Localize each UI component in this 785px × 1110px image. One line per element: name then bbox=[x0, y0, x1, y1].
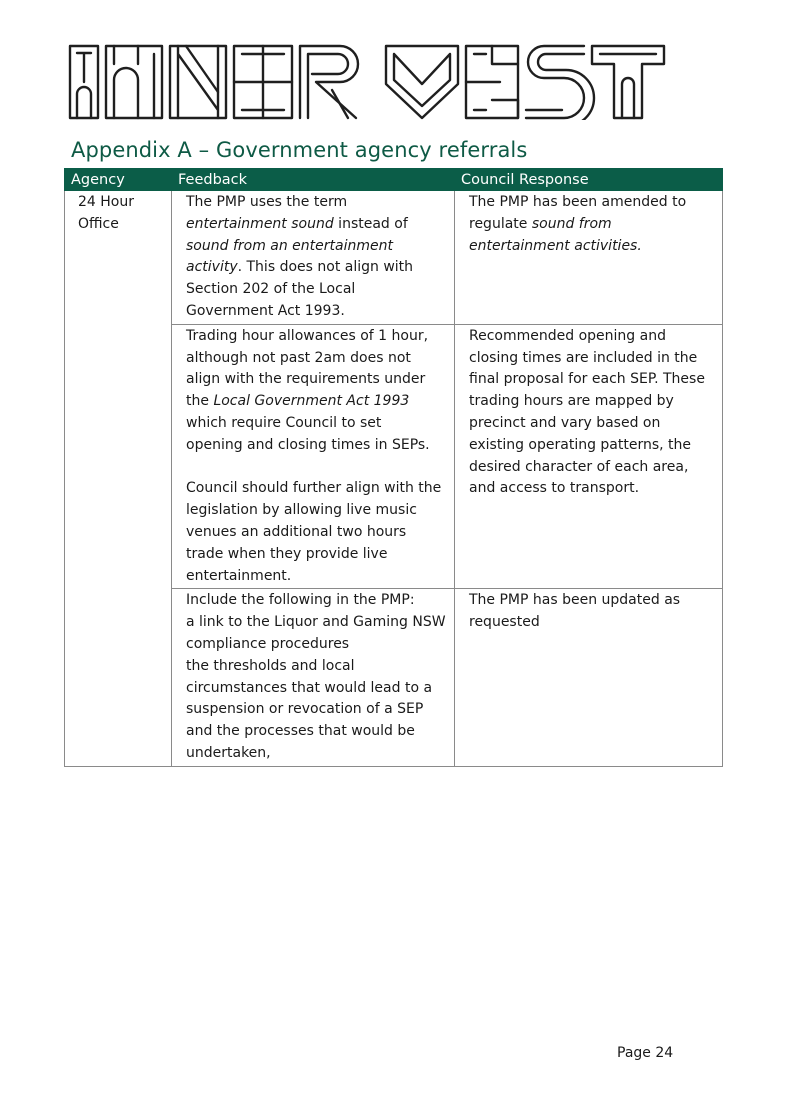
cell-line: circumstances that would lead to a bbox=[186, 679, 433, 696]
cell-line: The PMP has been amended to bbox=[469, 194, 687, 210]
table-row bbox=[65, 191, 723, 325]
feedback-cell bbox=[172, 589, 455, 766]
cell-line: The PMP has been updated as bbox=[469, 592, 681, 609]
column-header-council-response: Council Response bbox=[455, 169, 723, 191]
cell-line: Trading hour allowances of 1 hour, bbox=[186, 327, 429, 344]
cell-line: legislation by allowing live music bbox=[186, 502, 417, 519]
italic-text: sound from bbox=[531, 215, 612, 232]
cell-line: The PMP uses the term bbox=[186, 194, 348, 210]
column-header-feedback: Feedback bbox=[172, 169, 455, 191]
cell-line: and access to transport. bbox=[469, 480, 640, 497]
cell-line: align with the requirements under bbox=[186, 371, 426, 388]
cell-line: opening and closing times in SEPs. bbox=[186, 436, 430, 453]
cell-line: activity. This does not align with bbox=[186, 259, 414, 276]
cell-line: trade when they provide live bbox=[186, 545, 388, 562]
italic-text: sound from an entertainment bbox=[186, 237, 393, 254]
response-cell bbox=[455, 191, 723, 325]
cell-line: Include the following in the PMP: bbox=[186, 592, 415, 609]
cell-line: regulate sound from bbox=[469, 215, 612, 232]
inner-west-logo bbox=[68, 44, 668, 120]
agency-referrals-table bbox=[64, 168, 723, 767]
cell-line bbox=[186, 236, 448, 258]
feedback-cell bbox=[172, 191, 455, 325]
table-header-row bbox=[65, 169, 723, 191]
agency-line: Office bbox=[78, 215, 119, 232]
response-cell bbox=[455, 589, 723, 766]
agency-line: 24 Hour bbox=[78, 194, 134, 210]
italic-text: activity bbox=[186, 259, 238, 276]
page-number: Page 24 bbox=[617, 1045, 674, 1061]
cell-line: which require Council to set bbox=[186, 414, 382, 431]
cell-line: existing operating patterns, the bbox=[469, 436, 692, 453]
cell-line: desired character of each area, bbox=[469, 458, 689, 475]
cell-line: Council should further align with the bbox=[186, 480, 442, 497]
cell-line: the thresholds and local bbox=[186, 657, 355, 674]
italic-text: entertainment activities. bbox=[469, 237, 642, 254]
cell-line: entertainment sound instead of bbox=[186, 215, 408, 232]
cell-line: the Local Government Act 1993 bbox=[186, 393, 410, 410]
cell-line: compliance procedures bbox=[186, 635, 350, 652]
italic-text: entertainment sound bbox=[186, 215, 334, 232]
cell-line bbox=[469, 236, 716, 258]
page-title: Appendix A – Government agency referrals bbox=[71, 138, 528, 162]
cell-line: and the processes that would be bbox=[186, 723, 415, 740]
cell-line: Recommended opening and bbox=[469, 327, 666, 344]
agency-cell bbox=[65, 191, 172, 767]
column-header-agency: Agency bbox=[65, 169, 172, 191]
cell-line: final proposal for each SEP. These bbox=[469, 371, 705, 388]
cell-line: undertaken, bbox=[186, 744, 271, 761]
italic-text: Local Government Act 1993 bbox=[213, 393, 410, 410]
cell-line: Government Act 1993. bbox=[186, 302, 345, 319]
cell-line: precinct and vary based on bbox=[469, 414, 661, 431]
cell-line: a link to the Liquor and Gaming NSW bbox=[186, 614, 446, 631]
cell-line: suspension or revocation of a SEP bbox=[186, 701, 424, 718]
feedback-cell bbox=[172, 324, 455, 589]
response-cell bbox=[455, 324, 723, 589]
cell-line: closing times are included in the bbox=[469, 349, 698, 366]
cell-line: entertainment. bbox=[186, 567, 292, 584]
cell-line: venues an additional two hours bbox=[186, 523, 407, 540]
cell-line bbox=[186, 457, 448, 479]
cell-line: Section 202 of the Local bbox=[186, 281, 356, 298]
cell-line: requested bbox=[469, 614, 540, 631]
cell-line: trading hours are mapped by bbox=[469, 393, 674, 410]
cell-line: although not past 2am does not bbox=[186, 349, 411, 366]
